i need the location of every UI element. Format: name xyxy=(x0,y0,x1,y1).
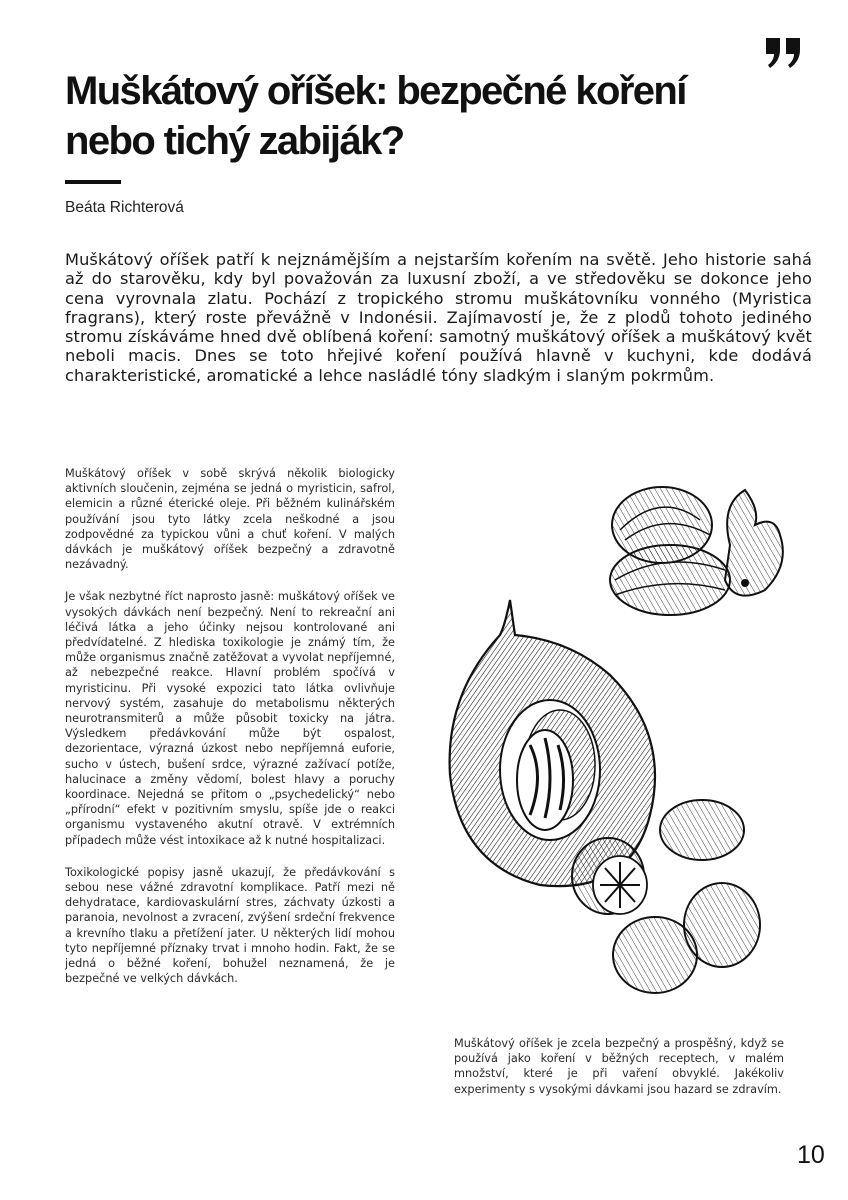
body-paragraph: Muškátový oříšek v sobě skrývá několik biologicky aktivních sloučenin, zejména se jedná o myristicin, safrol, elemicin a různé éterické oleje. Při běžném kulinářském používání jsou tyto látky zcela neškodné a jsou zodpovědné za typickou vůni a chuť koření. V malých dávkách je muškátový oříšek bezpečný a zdravotně nezávadný. xyxy=(65,467,395,572)
image-caption: Muškátový oříšek je zcela bezpečný a prospěšný, když se používá jako koření v běžných receptech, v malém množství, které je při vaření obvyklé. Jakékoliv experimenty s vysokými dávkami jsou hazard se zdravím. xyxy=(454,1037,784,1096)
nutmeg-illustration xyxy=(430,470,830,1030)
article-title: Muškátový oříšek: bezpečné koření nebo tichý zabiják? xyxy=(65,69,686,163)
article-body xyxy=(65,466,395,1004)
page-number: 10 xyxy=(797,1141,825,1169)
title-divider xyxy=(65,180,121,184)
body-paragraph: Je však nezbytné říct naprosto jasně: muškátový oříšek ve vysokých dávkách není bezpečný. Není to rekreační ani léčivá látka a jeho účinky nejsou kontrolované ani předvídatelné. Z hlediska toxikologie je známý tím, že může organismus značně zatěžovat a vyvolat nepříjemné, až nebezpečné reakce. Hlavní problém spočívá v myristicinu. Při vysoké expozici tato látka ovlivňuje nervový systém, zasahuje do metabolismu některých neurotransmiterů a může působit toxicky na játra. Výsledkem předávkování může být ospalost, dezorientace, výrazná úzkost nebo nepříjemná euforie, sucho v ústech, bušení srdce, výrazné zažívací potíže, halucinace a změny vědomí, bolest hlavy a poruchy koordinace. Nejedná se přitom o „psychedelický“ nebo „přírodní“ efekt v pozitivním smyslu, spíše jde o reakci organismu vystaveného akutní otravě. V extrémních případech může vést intoxikace až k nutné hospitalizaci. xyxy=(65,590,395,847)
article-lead: Muškátový oříšek patří k nejznámějším a nejstarším kořením na světě. Jeho historie sahá až do starověku, kdy byl považován za luxusní zboží, a ve středověku se dokonce jeho cena vyrovnala zlatu. Pochází z tropického stromu muškátovníku vonného (Myristica fragrans), který roste převážně v Indonésii. Zajímavostí je, že z plodů tohoto jediného stromu získáváme hned dvě oblíbená koření: samotný muškátový oříšek a muškátový květ neboli macis. Dnes se toto hřejivé koření používá hlavně v kuchyni, kde dodává charakteristické, aromatické a lehce nasládlé tóny sladkým i slaným pokrmům. xyxy=(65,250,812,385)
body-paragraph: Toxikologické popisy jasně ukazují, že předávkování s sebou nese vážné zdravotní komplikace. Patří mezi ně dehydratace, kardiovaskulární stres, záchvaty úzkosti a paranoia, nevolnost a zvracení, zvýšení srdeční frekvence a krevního tlaku a přetížení jater. U některých lidí mohou tyto nepříjemné příznaky trvat i mnoho hodin. Fakt, že se jedná o běžné koření, bohužel neznamená, že je bezpečné ve velkých dávkách. xyxy=(65,865,395,986)
closing-quote-icon xyxy=(764,32,804,72)
article-author: Beáta Richterová xyxy=(65,199,184,216)
mace-pods-icon xyxy=(610,487,783,615)
